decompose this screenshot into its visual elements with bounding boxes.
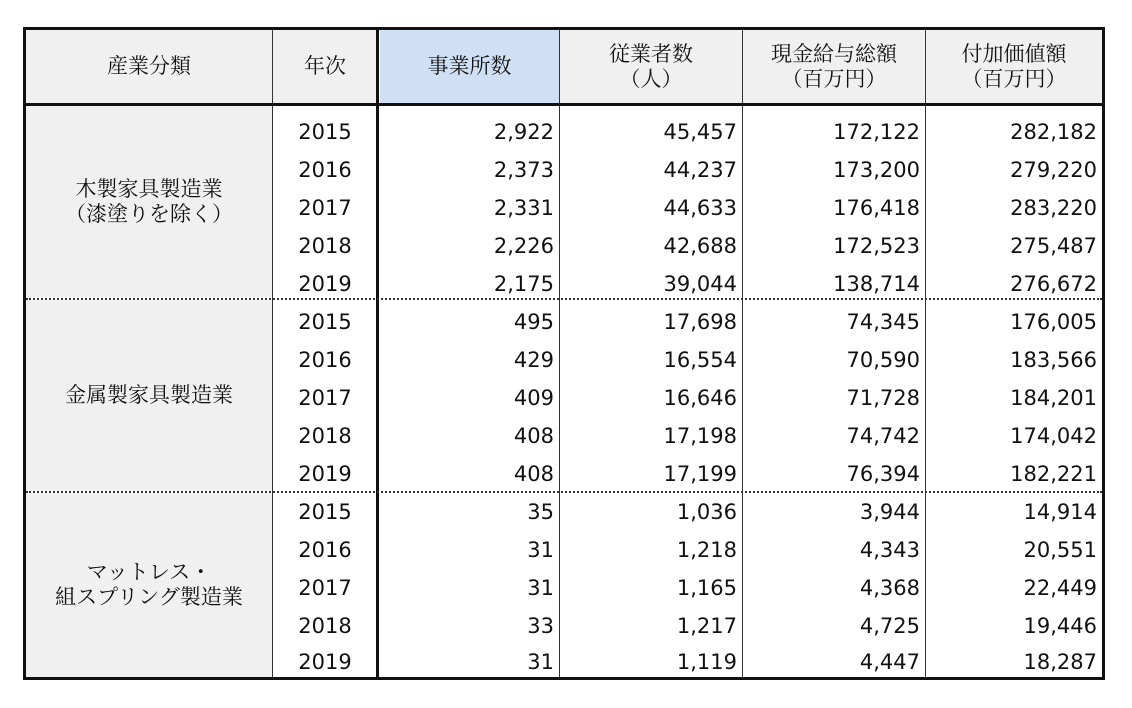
wages-cell: 74,345	[846, 310, 920, 334]
header-value-added-cell	[926, 30, 1102, 103]
year-cell: 2017	[298, 196, 352, 220]
establishments-cell: 31	[527, 650, 554, 674]
wages-cell: 71,728	[846, 386, 920, 410]
value-added-cell: 19,446	[1023, 614, 1097, 638]
year-cell: 2016	[298, 158, 352, 182]
wages-cell: 74,742	[846, 424, 920, 448]
header-employees-cell	[560, 30, 742, 103]
group-divider	[26, 298, 1102, 300]
wages-cell: 70,590	[846, 348, 920, 372]
header-category: 産業分類	[107, 54, 191, 78]
wages-cell: 138,714	[833, 272, 920, 296]
value-added-cell: 14,914	[1023, 500, 1097, 524]
value-added-cell: 176,005	[1010, 310, 1097, 334]
establishments-cell: 2,373	[493, 158, 554, 182]
value-added-cell: 282,182	[1010, 120, 1097, 144]
wages-cell: 4,725	[859, 614, 920, 638]
category-cell-wooden	[26, 106, 272, 298]
establishments-cell: 2,226	[493, 234, 554, 258]
year-cell: 2019	[298, 650, 352, 674]
column-divider	[559, 30, 560, 677]
employees-cell: 16,646	[663, 386, 737, 410]
establishments-cell: 31	[527, 538, 554, 562]
value-added-cell: 276,672	[1010, 272, 1097, 296]
value-added-cell: 18,287	[1023, 650, 1097, 674]
employees-cell: 44,633	[663, 196, 737, 220]
employees-cell: 17,199	[663, 462, 737, 486]
year-cell: 2015	[298, 120, 352, 144]
wages-cell: 4,447	[859, 650, 920, 674]
value-added-cell: 182,221	[1010, 462, 1097, 486]
value-added-cell: 22,449	[1023, 576, 1097, 600]
wages-cell: 176,418	[833, 196, 920, 220]
category-label: マットレス・ 組スプリング製造業	[55, 560, 243, 609]
wages-cell: 4,368	[859, 576, 920, 600]
employees-cell: 44,237	[663, 158, 737, 182]
header-employees: 従業者数 （人）	[609, 41, 693, 91]
year-cell: 2016	[298, 348, 352, 372]
wages-cell: 172,122	[833, 120, 920, 144]
value-added-cell: 174,042	[1010, 424, 1097, 448]
establishments-cell: 35	[527, 500, 554, 524]
year-cell: 2015	[298, 500, 352, 524]
employees-cell: 16,554	[663, 348, 737, 372]
establishments-cell: 409	[513, 386, 554, 410]
year-cell: 2015	[298, 310, 352, 334]
wages-cell: 4,343	[859, 538, 920, 562]
establishments-cell: 2,175	[493, 272, 554, 296]
establishments-cell: 495	[513, 310, 554, 334]
employees-cell: 1,165	[676, 576, 737, 600]
category-label: 金属製家具製造業	[65, 383, 233, 407]
year-cell: 2017	[298, 386, 352, 410]
employees-cell: 1,217	[676, 614, 737, 638]
column-divider	[925, 30, 926, 677]
employees-cell: 39,044	[663, 272, 737, 296]
value-added-cell: 283,220	[1010, 196, 1097, 220]
establishments-cell: 33	[527, 614, 554, 638]
category-cell-mattress	[26, 493, 272, 677]
wages-cell: 172,523	[833, 234, 920, 258]
header-year: 年次	[304, 54, 346, 78]
data-table	[23, 27, 1105, 680]
wages-cell: 76,394	[846, 462, 920, 486]
establishments-cell: 31	[527, 576, 554, 600]
year-cell: 2018	[298, 424, 352, 448]
establishments-cell: 2,922	[493, 120, 554, 144]
group-divider	[26, 491, 1102, 493]
value-added-cell: 183,566	[1010, 348, 1097, 372]
header-wages: 現金給与総額 （百万円）	[771, 41, 897, 91]
year-cell: 2018	[298, 614, 352, 638]
establishments-cell: 2,331	[493, 196, 554, 220]
value-added-cell: 20,551	[1023, 538, 1097, 562]
year-cell: 2019	[298, 462, 352, 486]
category-cell-metal	[26, 300, 272, 491]
employees-cell: 17,198	[663, 424, 737, 448]
column-divider	[376, 30, 379, 677]
column-divider	[742, 30, 743, 677]
employees-cell: 1,119	[676, 650, 737, 674]
wages-cell: 173,200	[833, 158, 920, 182]
header-category-cell	[26, 30, 272, 103]
value-added-cell: 279,220	[1010, 158, 1097, 182]
header-establishments-cell	[380, 30, 559, 103]
category-label: 木製家具製造業 （漆塗りを除く）	[65, 177, 233, 226]
header-divider	[26, 103, 1102, 106]
value-added-cell: 184,201	[1010, 386, 1097, 410]
year-cell: 2019	[298, 272, 352, 296]
value-added-cell: 275,487	[1010, 234, 1097, 258]
header-year-cell	[273, 30, 377, 103]
establishments-cell: 429	[513, 348, 554, 372]
establishments-cell: 408	[513, 424, 554, 448]
employees-cell: 1,218	[676, 538, 737, 562]
column-divider	[272, 30, 273, 677]
header-value-added: 付加価値額 （百万円）	[961, 41, 1067, 91]
year-cell: 2016	[298, 538, 352, 562]
establishments-cell: 408	[513, 462, 554, 486]
employees-cell: 42,688	[663, 234, 737, 258]
year-cell: 2017	[298, 576, 352, 600]
year-cell: 2018	[298, 234, 352, 258]
header-establishments: 事業所数	[427, 54, 512, 78]
employees-cell: 17,698	[663, 310, 737, 334]
employees-cell: 1,036	[676, 500, 737, 524]
employees-cell: 45,457	[663, 120, 737, 144]
header-wages-cell	[743, 30, 925, 103]
wages-cell: 3,944	[859, 500, 920, 524]
